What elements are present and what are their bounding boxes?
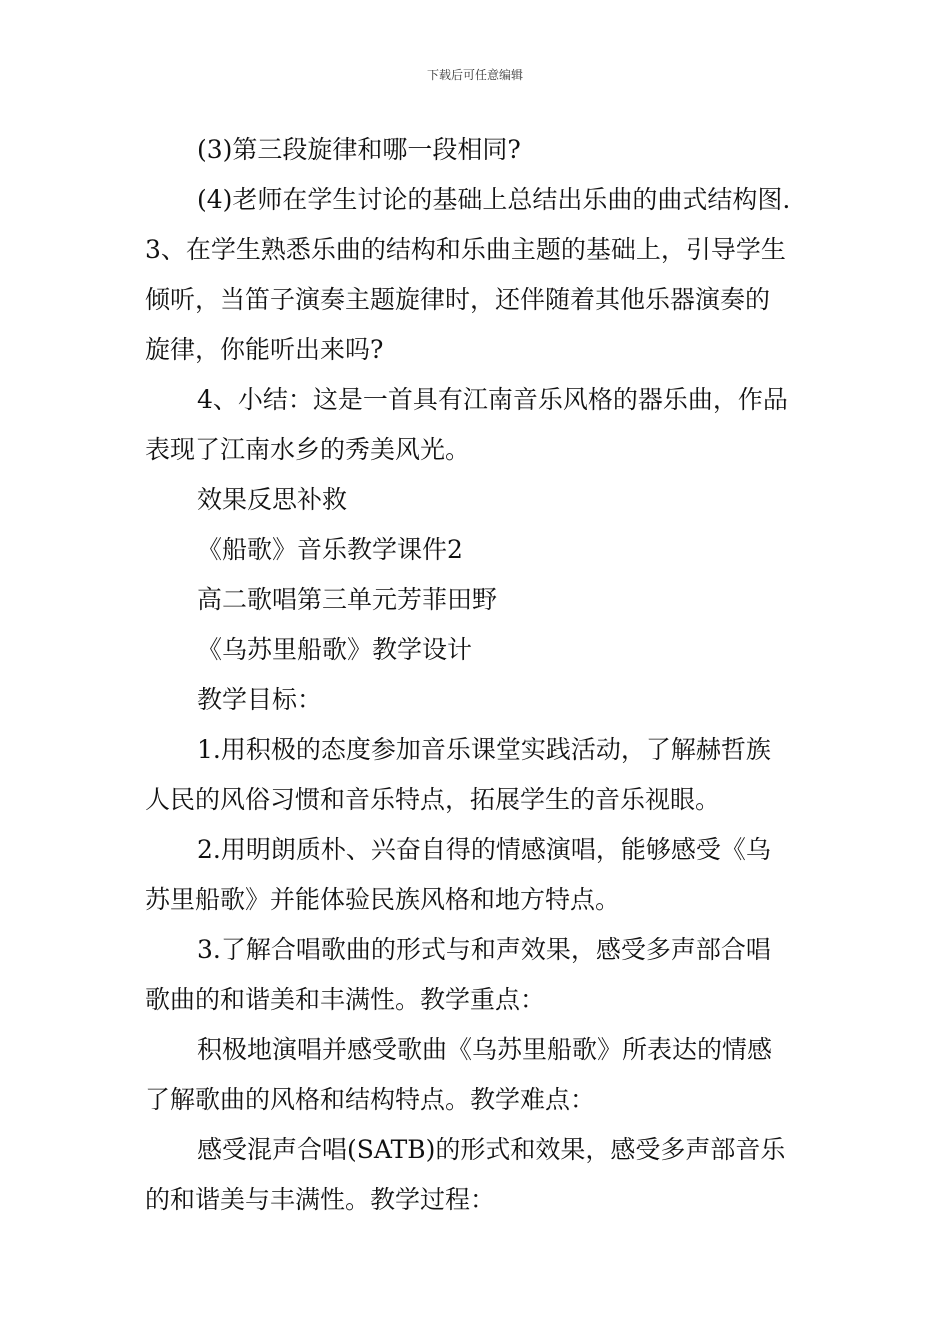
text-line: 3、在学生熟悉乐曲的结构和乐曲主题的基础上，引导学生 xyxy=(145,235,786,264)
text-line: 《船歌》音乐教学课件2 xyxy=(197,535,463,564)
text-line: 苏里船歌》并能体验民族风格和地方特点。 xyxy=(145,885,621,914)
text-line: (3)第三段旋律和哪一段相同? xyxy=(197,135,521,164)
text-line: (4)老师在学生讨论的基础上总结出乐曲的曲式结构图. xyxy=(197,185,791,214)
text-line: 感受混声合唱(SATB)的形式和效果，感受多声部音乐 xyxy=(197,1135,786,1164)
text-line: 4、小结：这是一首具有江南音乐风格的器乐曲，作品 xyxy=(197,385,788,414)
text-line: 的和谐美与丰满性。教学过程： xyxy=(145,1185,496,1214)
text-line: 了解歌曲的风格和结构特点。教学难点： xyxy=(145,1085,596,1114)
text-line: 旋律，你能听出来吗? xyxy=(145,335,384,364)
page-header-note: 下载后可任意编辑 xyxy=(426,68,523,82)
text-line: 倾听，当笛子演奏主题旋律时，还伴随着其他乐器演奏的 xyxy=(145,285,771,314)
text-line: 歌曲的和谐美和丰满性。教学重点： xyxy=(145,985,546,1014)
text-line: 1.用积极的态度参加音乐课堂实践活动，了解赫哲族 xyxy=(197,735,771,764)
text-line: 3.了解合唱歌曲的形式与和声效果，感受多声部合唱 xyxy=(197,935,771,964)
text-line: 《乌苏里船歌》教学设计 xyxy=(197,635,473,664)
text-line: 高二歌唱第三单元芳菲田野 xyxy=(197,585,498,614)
text-line: 积极地演唱并感受歌曲《乌苏里船歌》所表达的情感 xyxy=(197,1035,773,1064)
text-line: 教学目标： xyxy=(197,685,323,714)
text-line: 效果反思补救 xyxy=(197,485,348,514)
text-line: 表现了江南水乡的秀美风光。 xyxy=(145,435,471,464)
text-line: 人民的风俗习惯和音乐特点，拓展学生的音乐视眼。 xyxy=(145,785,721,814)
text-line: 2.用明朗质朴、兴奋自得的情感演唱，能够感受《乌 xyxy=(197,835,771,864)
